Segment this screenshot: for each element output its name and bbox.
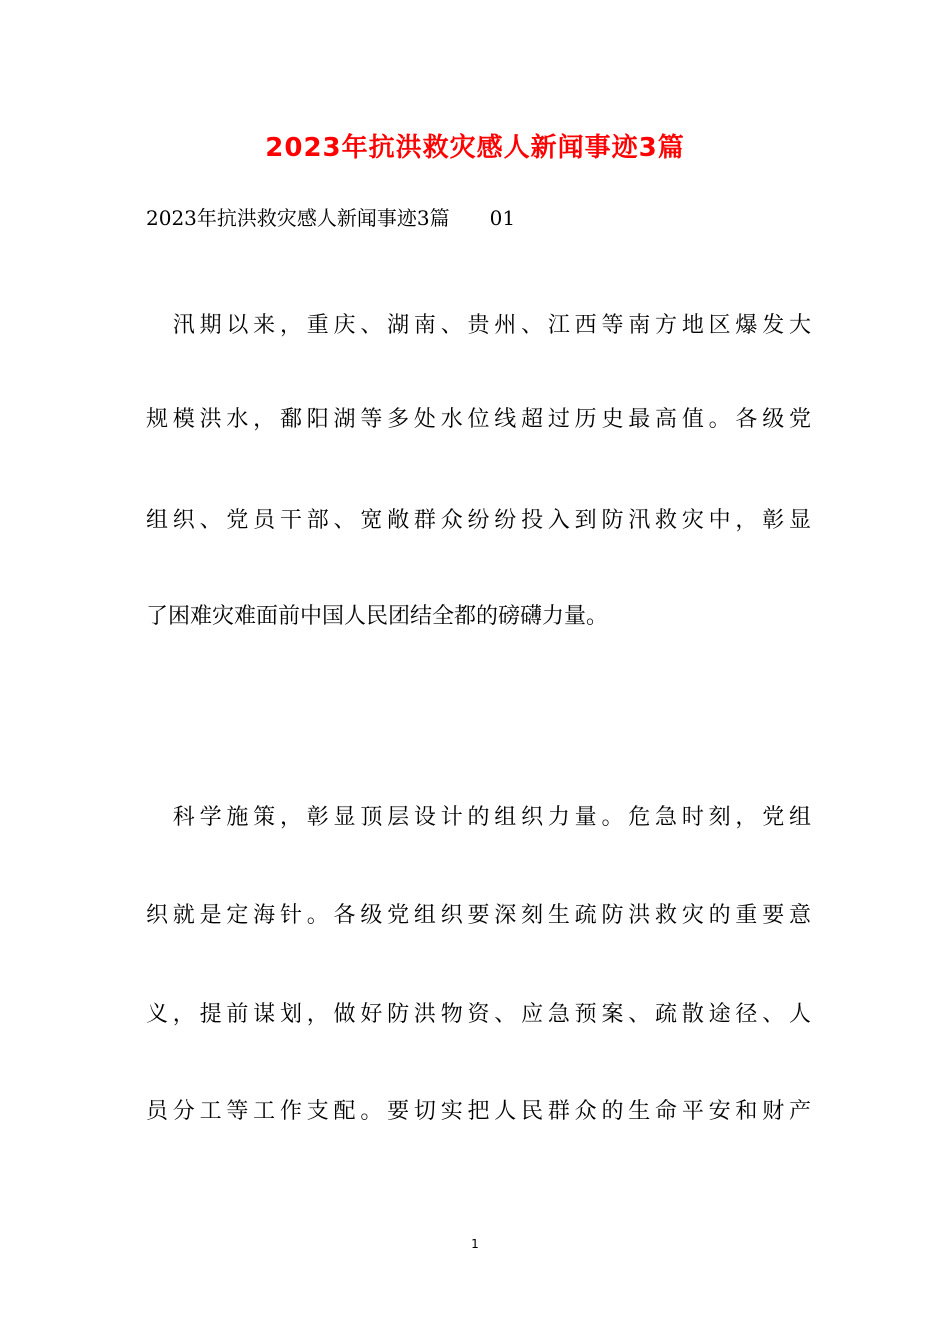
paragraph-1-line-1: 汛期以来，重庆、湖南、贵州、江西等南方地区爆发大	[146, 313, 811, 338]
paragraph-2-line-4: 员分工等工作支配。要切实把人民群众的生命平安和财产	[146, 1099, 811, 1124]
paragraph-1-line-2: 规模洪水，鄱阳湖等多处水位线超过历史最高值。各级党	[146, 407, 811, 432]
paragraph-1-line-4: 了困难灾难面前中国人民团结全都的磅礴力量。	[146, 604, 609, 629]
paragraph-2-line-2: 织就是定海针。各级党组织要深刻生疏防洪救灾的重要意	[146, 903, 811, 928]
document-title: 2023年抗洪救灾感人新闻事迹3篇	[265, 133, 685, 163]
document-subtitle: 2023年抗洪救灾感人新闻事迹3篇 01	[146, 206, 516, 230]
paragraph-2-line-1: 科学施策，彰显顶层设计的组织力量。危急时刻，党组	[146, 805, 811, 830]
page-number: 1	[471, 1237, 479, 1251]
paragraph-1-line-3: 组织、党员干部、宽敞群众纷纷投入到防汛救灾中，彰显	[146, 508, 811, 533]
paragraph-2-line-3: 义，提前谋划，做好防洪物资、应急预案、疏散途径、人	[146, 1002, 811, 1027]
